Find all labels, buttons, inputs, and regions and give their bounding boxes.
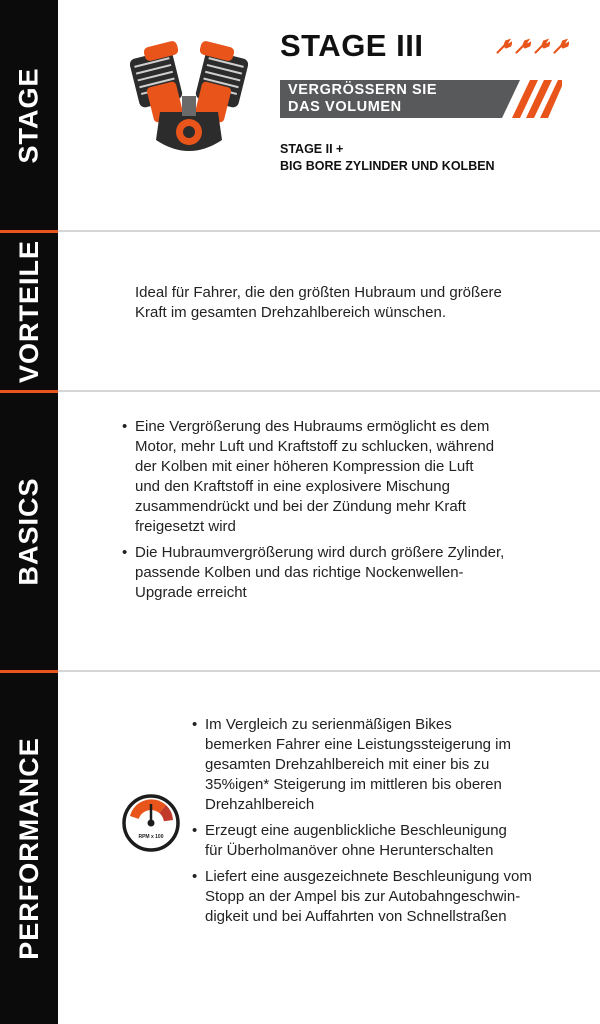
list-item-line: freigesetzt wird xyxy=(135,518,236,535)
wrench-icon xyxy=(495,38,512,55)
section-label-stage: STAGE xyxy=(13,66,44,164)
banner-line: DAS VOLUMEN xyxy=(288,99,402,115)
list-item-line: • Liefert eine ausgezeichnete Beschleunigung vom xyxy=(205,868,532,885)
stage-banner xyxy=(280,80,562,118)
performance-list xyxy=(192,715,582,933)
wrench-icon xyxy=(514,38,531,55)
vorteile-line: Kraft im gesamten Drehzahlbereich wünschen. xyxy=(135,304,446,321)
list-item-line: Drehzahlbereich xyxy=(205,796,315,813)
list-item-line: • Die Hubraumvergrößerung wird durch größere Zylinder, xyxy=(135,544,505,561)
speedometer-icon xyxy=(120,792,182,852)
list-item-line: passende Kolben und das richtige Nockenwellen- xyxy=(135,564,464,581)
list-item-line: für Überholmanöver ohne Herunterschalten xyxy=(205,842,494,859)
wrench-icon xyxy=(533,38,550,55)
section-separator xyxy=(58,390,600,392)
section-label-performance: PERFORMANCE xyxy=(13,737,44,960)
wrench-rating xyxy=(495,38,569,55)
list-item-line: gesamten Drehzahlbereich mit einer bis zu xyxy=(205,756,490,773)
section-separator xyxy=(58,670,600,672)
list-item-line: Upgrade erreicht xyxy=(135,584,247,601)
list-item-line: zusammendrückt und bei der Zündung mehr Kraft xyxy=(135,498,467,515)
list-item-line: 35%igen* Steigerung im mittleren bis oberen xyxy=(205,776,502,793)
banner-line: VERGRÖSSERN SIE xyxy=(288,82,438,98)
list-item-line: Motor, mehr Luft und Kraftstoff zu schlucken, während xyxy=(135,438,495,455)
stage-description-line: STAGE II + xyxy=(280,142,344,156)
list-item xyxy=(192,867,582,927)
list-item-line: digkeit und bei Auffahrten von Schnellstraßen xyxy=(205,908,507,925)
stage-title: STAGE III xyxy=(280,28,424,63)
list-item xyxy=(192,715,582,815)
list-item xyxy=(122,543,572,603)
section-separator xyxy=(58,230,600,232)
list-item-line: • Erzeugt eine augenblickliche Beschleunigung xyxy=(205,822,507,839)
wrench-icon xyxy=(552,38,569,55)
list-item-line: bemerken Fahrer eine Leistungssteigerung im xyxy=(205,736,511,753)
vorteile-text xyxy=(135,283,555,323)
list-item-line: Stopp an der Ampel bis zur Autobahngeschwin- xyxy=(205,888,521,905)
section-label-basics: BASICS xyxy=(13,477,44,586)
vorteile-line: Ideal für Fahrer, die den größten Hubraum und größere xyxy=(135,284,502,301)
list-item xyxy=(192,821,582,861)
section-sidebar xyxy=(0,0,58,1024)
engine-icon xyxy=(130,40,248,160)
list-item-line: der Kolben mit einer höheren Kompression die Luft xyxy=(135,458,474,475)
list-item xyxy=(122,417,572,537)
list-item-line: • Eine Vergrößerung des Hubraums ermöglicht es dem xyxy=(135,418,490,435)
stage-description xyxy=(280,141,495,175)
basics-list xyxy=(122,417,572,609)
stage-description-line: BIG BORE ZYLINDER UND KOLBEN xyxy=(280,159,495,173)
list-item-line: • Im Vergleich zu serienmäßigen Bikes xyxy=(205,716,452,733)
list-item-line: und den Kraftstoff in eine explosivere Mischung xyxy=(135,478,450,495)
gauge-label: RPM x 100 xyxy=(138,834,164,840)
section-label-vorteile: VORTEILE xyxy=(13,239,44,384)
